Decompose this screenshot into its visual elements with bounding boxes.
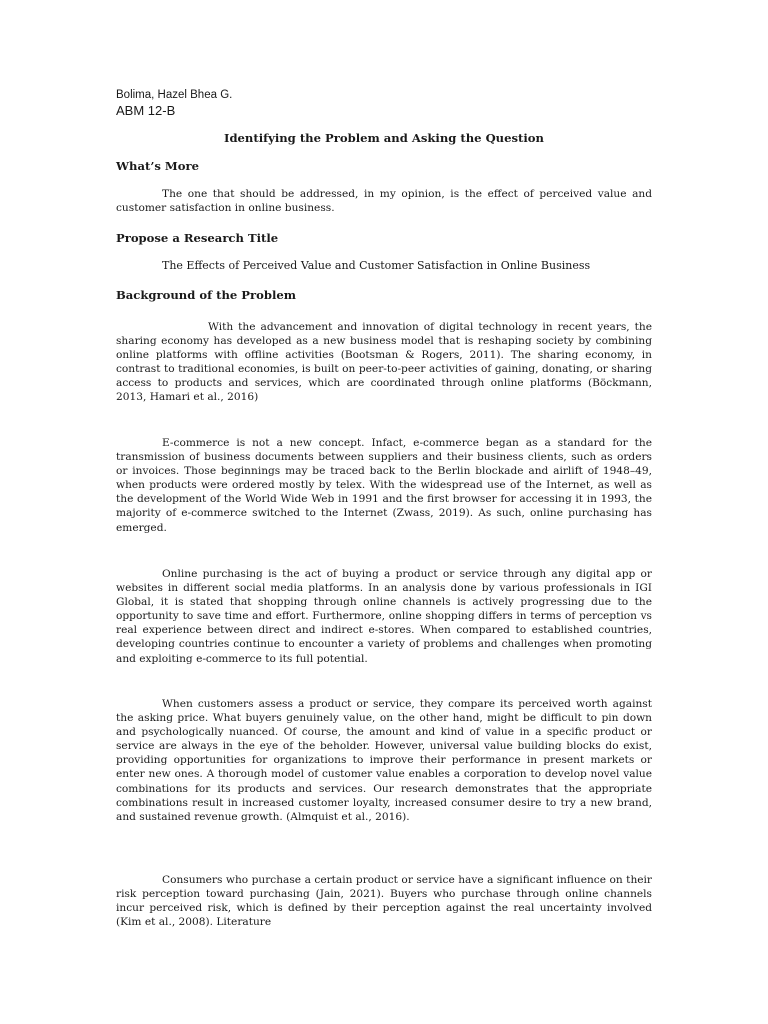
paragraph-research-title: The Effects of Perceived Value and Customer Satisfaction in Online Business bbox=[162, 259, 591, 272]
document-title: Identifying the Problem and Asking the Question bbox=[224, 131, 544, 145]
heading-whats-more: What’s More bbox=[116, 159, 199, 173]
background-paragraph: Online purchasing is the act of buying a product or service through any digital app or websites in different social media platforms. In an analysis done by various professionals in IGI Global, it is stated that shopping through online channels is actively progressing due to the opportunity to save time and effort. Furthermore, online shopping differs in terms of perception vs real experience between direct and indirect e-stores. When compared to established countries, developing countries continue to encounter a variety of problems and challenges when promoting and exploiting e-commerce to its full potential. bbox=[116, 568, 652, 665]
background-paragraph: When customers assess a product or service, they compare its perceived worth against the asking price. What buyers genuinely value, on the other hand, might be difficult to pin down and psychologically nuanced. Of course, the amount and kind of value in a specific product or service are always in the eye of the beholder. However, universal value building blocks do exist, providing opportunities for organizations to improve their performance in present markets or enter new ones. A thorough model of customer value enables a corporation to develop novel value combinations for its products and services. Our research demonstrates that the appropriate combinations result in increased customer loyalty, increased consumer desire to try a new brand, and sustained revenue growth. (Almquist et al., 2016). bbox=[116, 698, 652, 823]
background-paragraph: Consumers who purchase a certain product or service have a significant influence on their risk perception toward purchasing (Jain, 2021). Buyers who purchase through online channels incur perceived risk, which is defined by their perception against the real uncertainty involved (Kim et al., 2008). Literature bbox=[116, 874, 652, 929]
background-paragraph: With the advancement and innovation of digital technology in recent years, the sharing economy has developed as a new business model that is reshaping society by combining online platforms with offline activities (Bootsman & Rogers, 2011). The sharing economy, in contrast to traditional economies, is built on peer-to-peer activities of gaining, donating, or sharing access to products and services, which are coordinated through online platforms (Böckmann, 2013, Hamari et al., 2016) bbox=[116, 321, 652, 404]
student-section: ABM 12-B bbox=[116, 103, 176, 118]
student-name: Bolima, Hazel Bhea G. bbox=[116, 89, 233, 101]
heading-research-title: Propose a Research Title bbox=[116, 231, 279, 245]
heading-background: Background of the Problem bbox=[116, 288, 297, 302]
background-paragraph: E-commerce is not a new concept. Infact, e-commerce began as a standard for the transmission of business documents between suppliers and their business clients, such as orders or invoices. Those beginnings may be traced back to the Berlin blockade and airlift of 1948–49, when products were ordered mostly by telex. With the widespread use of the Internet, as well as the development of the World Wide Web in 1991 and the first browser for accessing it in 1993, the majority of e-commerce switched to the Internet (Zwass, 2019). As such, online purchasing has emerged. bbox=[116, 437, 652, 534]
paragraph-whats-more: The one that should be addressed, in my opinion, is the effect of perceived value and customer satisfaction in online business. bbox=[116, 188, 652, 215]
